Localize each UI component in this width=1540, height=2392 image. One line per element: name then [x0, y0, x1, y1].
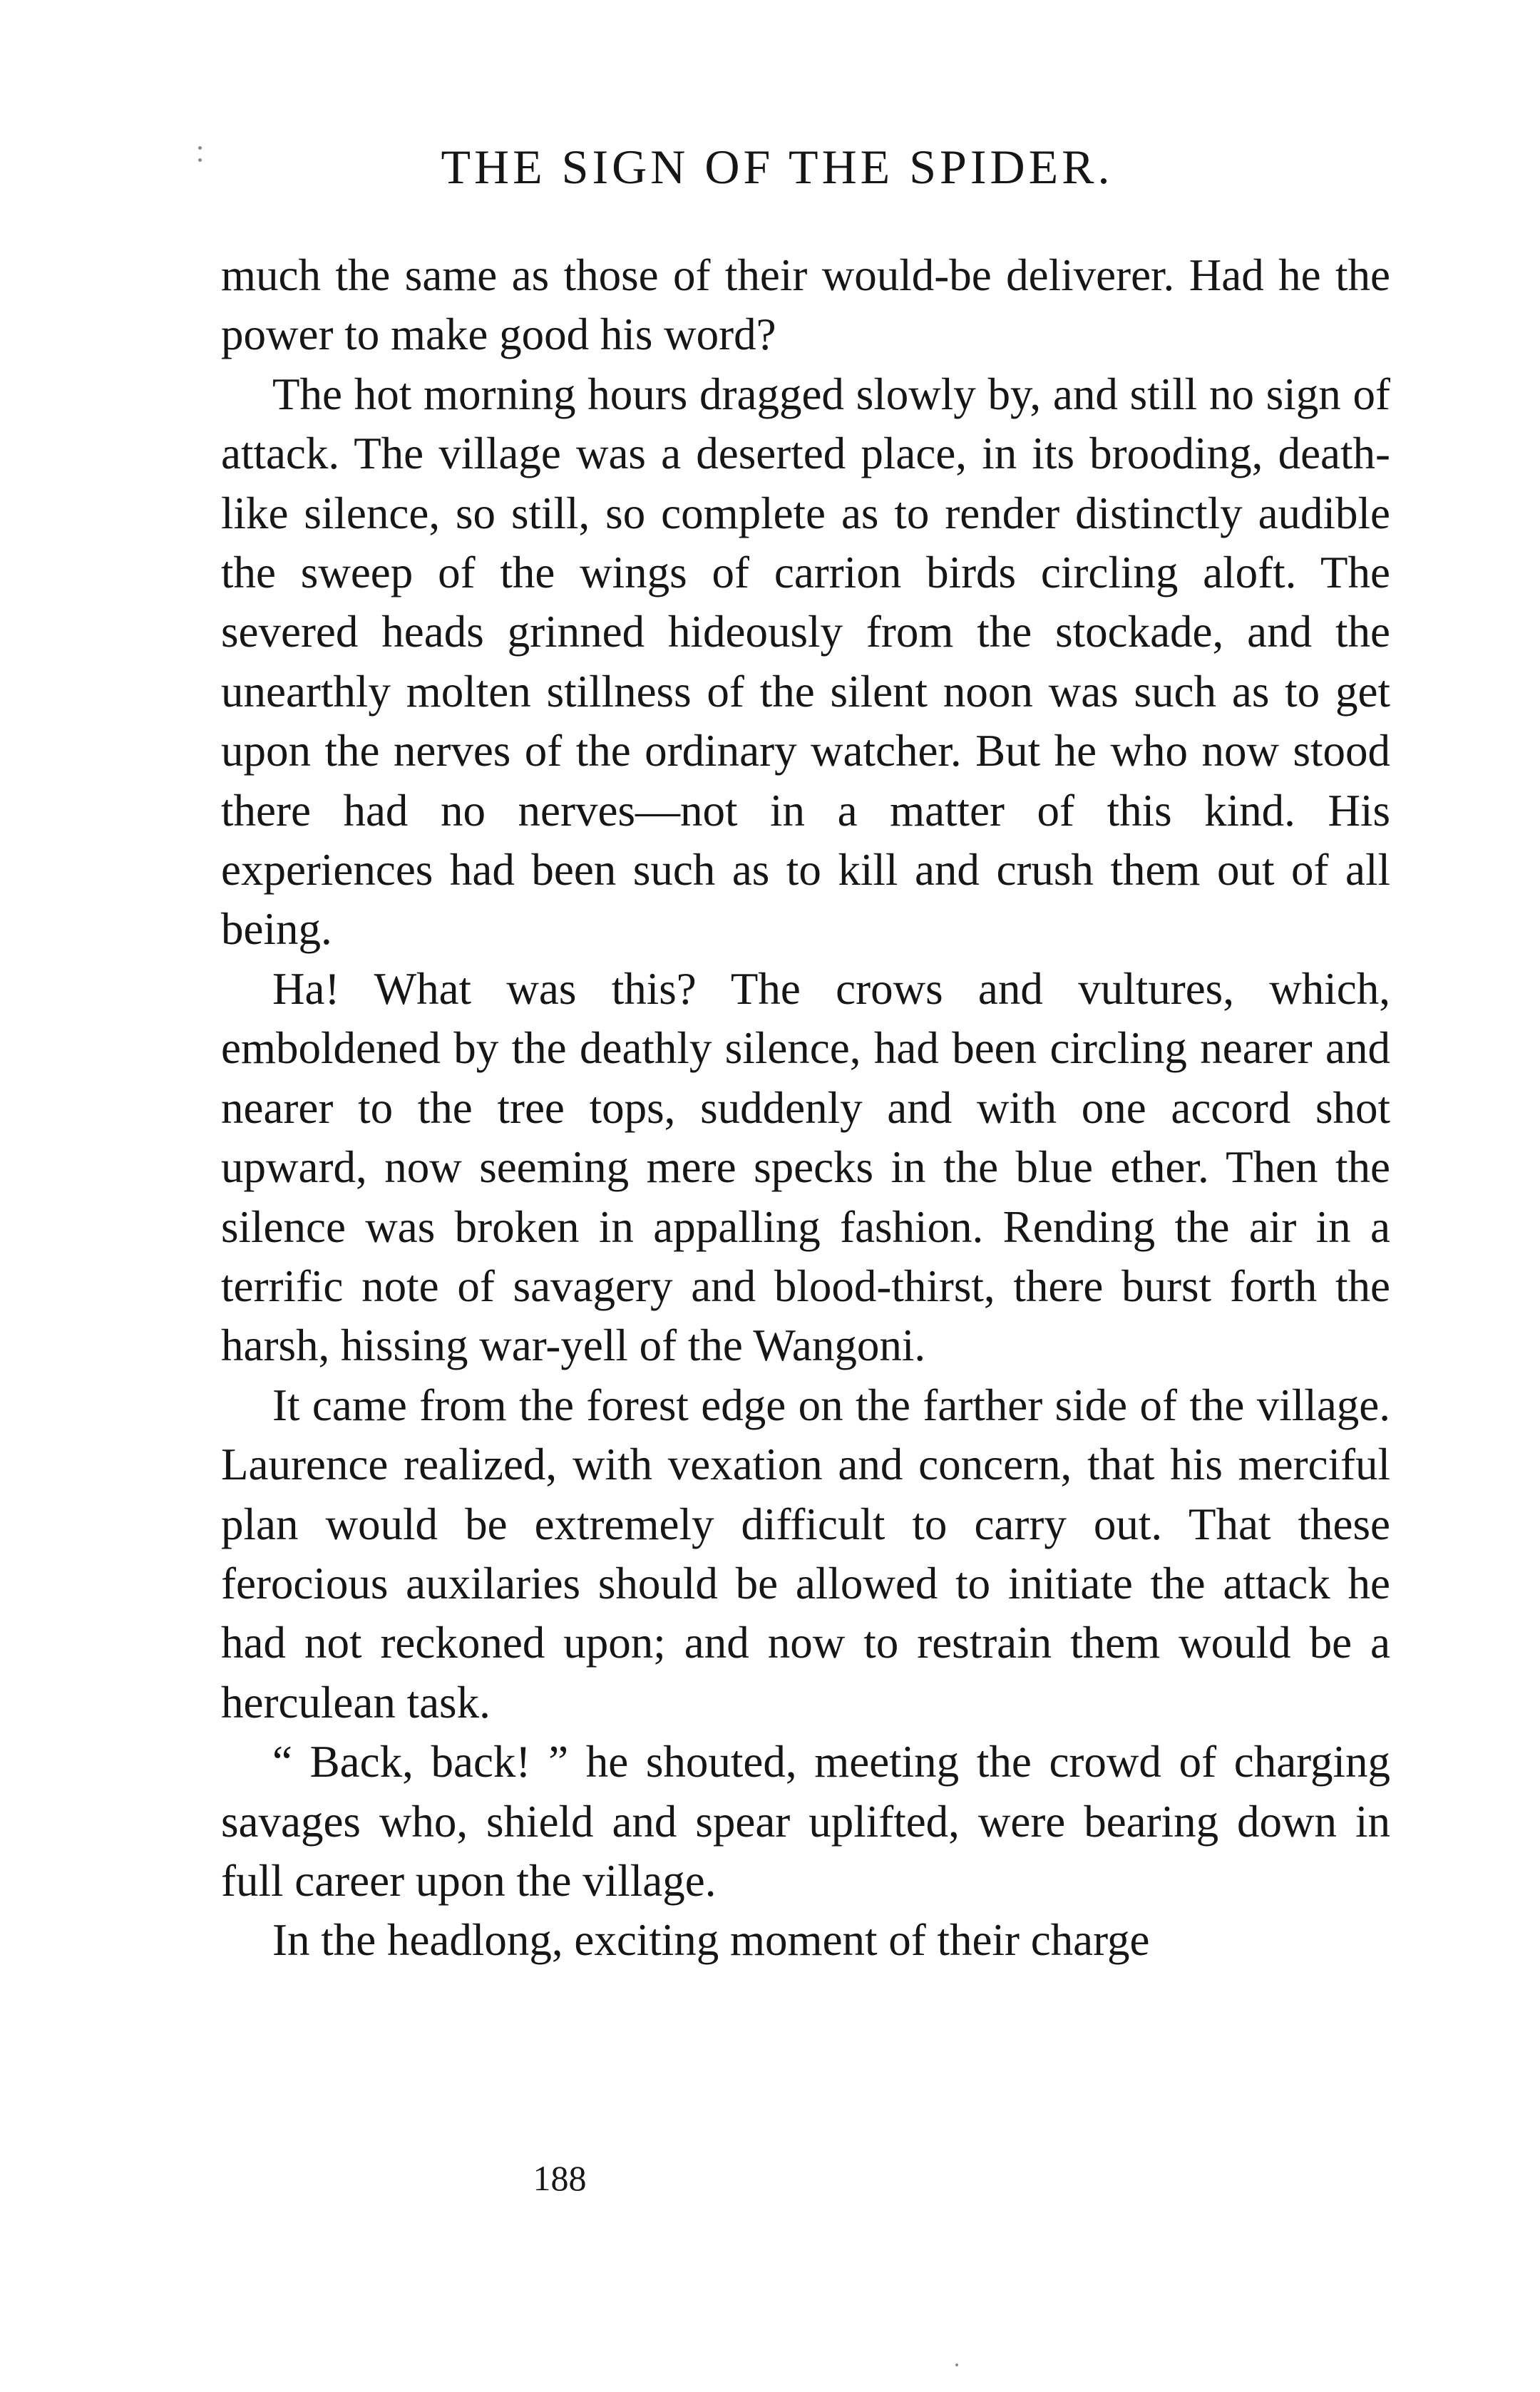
paragraph: Ha! What was this? The crows and vultures, which, emboldened by the deathly silence, had been circling nearer and nearer to the tree tops, suddenly and with one accord shot upward, now seeming mere specks in the blue ether. Then the silence was broken in appalling fashion. Rending the air in a terrific note of savagery and blood-thirst, there burst forth the harsh, hissing war-yell of the Wangoni. — [221, 963, 1390, 1371]
paragraph: “ Back, back! ” he shouted, meeting the crowd of charging savages who, shield and spear uplifted, were bearing down in full career upon the village. — [221, 1737, 1390, 1906]
body-text — [221, 246, 1390, 1971]
paragraph: much the same as those of their would-be deliverer. Had he the power to make good his word? — [221, 250, 1390, 360]
paragraph: In the headlong, exciting moment of their charge — [272, 1915, 1150, 1966]
paragraph: The hot morning hours dragged slowly by, and still no sign of attack. The village was a deserted place, in its brooding, death-like silence, so still, so complete as to render distinctly audible the sweep of the wings of carrion birds circling aloft. The severed heads grinned hideously from the stockade, and the unearthly molten stillness of the silent noon was such as to get upon the nerves of the ordinary watcher. But he who now stood there had no nerves—not in a matter of this kind. His experiences had been such as to kill and crush them out of all being. — [221, 369, 1390, 955]
scan-speck — [955, 2363, 958, 2366]
running-head: THE SIGN OF THE SPIDER. — [441, 140, 1114, 194]
scan-speck — [198, 146, 202, 150]
book-page — [221, 0, 1390, 2392]
page-number: 188 — [533, 2158, 587, 2198]
scan-speck — [198, 158, 202, 162]
paragraph: It came from the forest edge on the farther side of the village. Laurence realized, with vexation and concern, that his merciful plan would be extremely difficult to carry out. That these ferocious auxilaries should be allowed to initiate the attack he had not reckoned upon; and now to restrain them would be a herculean task. — [221, 1380, 1390, 1728]
